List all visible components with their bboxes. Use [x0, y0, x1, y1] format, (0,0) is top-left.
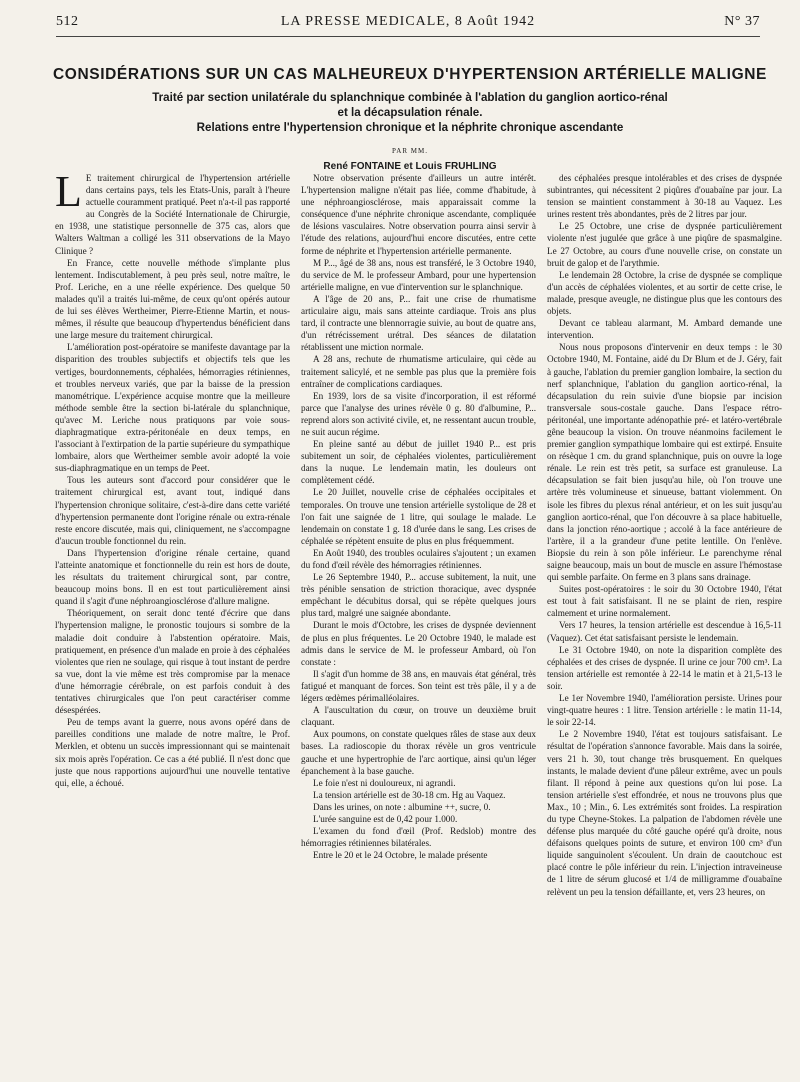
paragraph: Le 26 Septembre 1940, P... accuse subitement, la nuit, une très pénible sensation de striction thoracique, avec dyspnée empêchant le décubitus dorsal, qui se répète quelques jours plus tard, malgré une saignée abondante. — [301, 572, 536, 619]
paragraph: Suites post-opératoires : le soir du 30 Octobre 1940, l'état est tout à fait satisfaisant. Il ne se plaint de rien, respire calmement et urine normalement. — [547, 584, 782, 619]
journal-title: LA PRESSE MEDICALE, 8 Août 1942 — [280, 14, 536, 29]
paragraph: A l'âge de 20 ans, P... fait une crise de rhumatisme articulaire aigu, mais sans atteinte cardiaque. Trois ans plus tard, il contracte une blennorragie suivie, au bout de quatre ans, d'un rétrécissement urétral. Des séances de dilatation rétablissent une miction normale. — [301, 293, 536, 353]
column-2 — [301, 172, 536, 1074]
paragraph: Devant ce tableau alarmant, M. Ambard demande une intervention. — [547, 318, 782, 341]
paragraph: Entre le 20 et le 24 Octobre, le malade présente — [313, 850, 488, 861]
paragraph: M P..., âgé de 38 ans, nous est transféré, le 3 Octobre 1940, du service de M. le professeur Ambard, pour une hypertension artérielle maligne, en vue d'intervention sur le splanchnique. — [301, 257, 536, 292]
paragraph-text: E traitement chirurgical de l'hypertension artérielle dans certains pays, tels les Etats-Unis, paraît à l'heure actuelle couramment pratiqué. Peet n'a-t-il pas rapporté au Congrès de la Société Internationale de Chirurgie, en 1938, une statistique personnelle de 375 cas, alors que Walters Waltman a colligé les 311 observations de la Mayo Clinique ? — [55, 173, 290, 256]
running-head — [56, 14, 760, 32]
paragraph: Le 2 Novembre 1940, l'état est toujours satisfaisant. Le résultat de l'opération s'annonce favorable. Mais dans la soirée, vers 21 h. 30, tout change très brusquement. En quelques instants, le malade devient d'une pâleur extrême, avec un pouls filant. Il répond à peine aux questions qu'on lui pose. La tension artérielle s'est effondrée, et nous ne trouvons plus que Max., 10 ; Min., 6. Les extrémités sont froides. La respiration du type Cheyne-Stokes. La palpation de l'abdomen révèle une défense plus marquée du côté gauche opéré qu'à droite, nous défaisons quelques points de suture, et environ 100 cm³ d'un liquide sanguinolent s'écoulent. Un drain de caoutchouc est placé contre le pôle inférieur du rein. L'injection intraveineuse de 1 litre de sérum glucosé et 1/4 de milligramme d'ouabaïne relèvent un peu la tension défaillante, et, vers 23 heures, on — [547, 729, 782, 897]
issue-number: N° 37 — [724, 14, 760, 29]
text-columns — [55, 172, 782, 1074]
paragraph: Il s'agit d'un homme de 38 ans, en mauvais état général, très fatigué et manquant de forces. Son teint est très pâle, il y a de légers œdèmes périmalléolaires. — [301, 668, 536, 704]
paragraph: Le 31 Octobre 1940, on note la disparition complète des céphalées et des crises de dyspnée. Il urine ce jour 700 cm³. La tension artérielle est remontée à 22-14 le matin et à 21,5-13 le soir. — [547, 644, 782, 691]
subtitle-line: et la décapsulation rénale. — [337, 106, 483, 119]
paragraph: des céphalées presque intolérables et des crises de dyspnée subintrantes, qui nécessitent 2 piqûres d'ouabaïne par jour. La tension se maintient constamment à 30-18 au Vaquez. Les urines restent très abondantes, près de 2 litres par jour. — [547, 173, 782, 220]
paragraph: Vers 17 heures, la tension artérielle est descendue à 16,5-11 (Vaquez). Cet état satisfaisant persiste le lendemain. — [547, 620, 782, 643]
page-number: 512 — [56, 14, 79, 29]
subtitle-line: Relations entre l'hypertension chronique et la néphrite chronique ascendante — [196, 121, 624, 134]
paragraph: En pleine santé au début de juillet 1940 P... est pris subitement un soir, de céphalées violentes, particulièrement dans la nuque. Le lendemain matin, les douleurs ont complètement cédé. — [301, 439, 536, 486]
byline-prefix: PAR MM. — [392, 147, 428, 155]
paragraph: L'urée sanguine est de 0,42 pour 1.000. — [313, 813, 458, 824]
article-authors: René FONTAINE et Louis FRUHLING — [323, 161, 497, 172]
paragraph: Théoriquement, on serait donc tenté d'écrire que dans l'hypertension maligne, le pronostic toujours si sombre de la maladie doit conduire à l'abstention opératoire. Mais, pratiquement, en présence d'un malade en proie à des céphalées violentes que rien ne soulage, qui risque à tout instant de perdre sa vue, dont la vie même est très compromise par la menace d'une hémorragie cérébrale, on est parfois conduit à des tentatives chirurgicales que l'on peut caractériser comme désespérées. — [55, 608, 290, 716]
drop-cap: L — [55, 172, 82, 216]
paragraph: En 1939, lors de sa visite d'incorporation, il est réformé parce que l'analyse des urines révèle 0 g. 80 d'albumine, P... reprend alors son activité civile, et, ne ressentant aucun trouble, ne suit aucun régime. — [301, 390, 536, 437]
paragraph: Le lendemain 28 Octobre, la crise de dyspnée se complique d'un accès de céphalées violentes, et au sortir de cette crise, le malade, presque aveugle, ne distingue plus que les contours des objets. — [547, 269, 782, 317]
paragraph: En Août 1940, des troubles oculaires s'ajoutent ; un examen du fond d'œil révèle des hémorragies rétiniennes. — [301, 547, 536, 570]
paragraph: A l'auscultation du cœur, on trouve un deuxième bruit claquant. — [301, 705, 536, 728]
column-1 — [55, 172, 290, 1074]
paragraph: Le 1er Novembre 1940, l'amélioration persiste. Urines pour vingt-quatre heures : 1 litre. Tension artérielle : le matin 11-14, le soir 22-14. — [547, 693, 782, 728]
article-heading — [40, 66, 780, 172]
subtitle-line: Traité par section unilatérale du splanchnique combinée à l'ablation du ganglion aortico-rénal — [152, 91, 668, 104]
paragraph: L'amélioration post-opératoire se manifeste davantage par la disparition des troubles subjectifs et objectifs tels que les vertiges, bourdonnements, céphalées, hémorragies rétiniennes, et troubles nerveux variés, que par la baisse de la pression manométrique. L'expérience acquise montre que la meilleure méthode semble être la section bi-latérale du splanchnique, qu'avec M. Leriche nous pratiquons par voie sous-diaphragmatique extra-péritonéale en deux temps, en l'associant à l'extirpation de la partie supérieure du sympathique lombaire, alors que Wertheimer semble avoir adopté la voie sus-diaphragmatique en un temps de Peet. — [55, 342, 290, 474]
paragraph: Dans les urines, on note : albumine ++, sucre, 0. — [313, 801, 491, 812]
header-rule — [56, 36, 760, 37]
paragraph: Tous les auteurs sont d'accord pour considérer que le traitement chirurgical est, avant tout, indiqué dans l'hypertension chronique solitaire, c'est-à-dire dans cette variété d'hypertension permanente dont l'origine rénale ou extra-rénale reste encore discutée, mais qui, cliniquement, ne s'accompagne d'aucun trouble fonctionnel du rein. — [55, 475, 290, 546]
paragraph: Le 20 Juillet, nouvelle crise de céphalées occipitales et temporales. On trouve une tension artérielle systolique de 28 et l'on fait une saignée de 1 litre, qui soulage le malade. Le lendemain on constate 1 g. 18 d'urée dans le sang. Les crises de céphalée se répètent ensuite de plus en plus fréquemment. — [301, 487, 536, 546]
paragraph: Aux poumons, on constate quelques râles de stase aux deux bases. La radioscopie du thorax révèle un gros ventricule gauche et une hypertrophie de l'arc aortique, ainsi qu'un léger épanchement à la base gauche. — [301, 729, 536, 776]
paragraph: Dans l'hypertension d'origine rénale certaine, quand l'atteinte anatomique et fonctionnelle du rein est hors de doute, les résultats du traitement chirurgical sont, par contre, beaucoup moins bons. Il en est tout particulièrement ainsi quand il s'agit d'une néphroangiosclérose d'allure maligne. — [55, 547, 290, 607]
paragraph: A 28 ans, rechute de rhumatisme articulaire, qui cède au traitement salicylé, et ne semble pas plus que la première fois entraîner de complications cardiaques. — [301, 354, 536, 389]
paragraph: En France, cette nouvelle méthode s'implante plus lentement. Indiscutablement, à peu près seul, notre maître, le Prof. Leriche, en a une réelle expérience. Des quelque 50 malades qu'il a traités lui-même, de ceux qu'ont opérés autour de lui ses élèves Wertheimer, Pierre-Etienne Martin, et nous-mêmes, il résulte que beaucoup d'hypertendus bénéficient dans une large mesure du traitement chirurgical. — [55, 257, 290, 341]
paragraph: La tension artérielle est de 30-18 cm. Hg au Vaquez. — [313, 789, 506, 800]
paragraph: Nous nous proposons d'intervenir en deux temps : le 30 Octobre 1940, M. Fontaine, aidé du Dr Blum et de J. Géry, fait à gauche, l'ablation du premier ganglion lombaire, la section du nerf splanchnique, l'ablation du ganglion aortico-rénal, la décapsulation du rein suivie d'une biopsie par incision transversale sous-costale gauche. Dans l'espace rétro-péritonéal, une importante adénopathie pré- et latéro-vertébrale gêne beaucoup la vision. On trouve néanmoins facilement le premier ganglion sympathique lombaire qui est extirpé. Ensuite on résèque 1 cm. du grand splanchnique, puis on ouvre la loge rénale. Le rein est très petit, sa surface est granuleuse. La décapsulation se fait bien jusqu'au hile, où l'on trouve une artère très volumineuse et sinueuse, battant violemment. On isole les fibres du plexus rénal antérieur, et on les suit jusqu'au ganglion aortico-rénal, que l'on découvre à sa place habituelle, dans la jonction réno-aortique ; accolé à la face antérieure de l'artère, il a la grandeur d'une petite lentille. On l'enlève. Biopsie du rein à son pôle inférieur. Le parenchyme rénal saigne beaucoup, mais un bout de muscle en assure l'hémostase qui semble parfaite. On ferme en 3 plans sans drainage. — [547, 342, 782, 583]
paragraph: Peu de temps avant la guerre, nous avons opéré dans de pareilles conditions une malade de notre maître, le Prof. Merklen, et obtenu un succès impressionnant qui se maintenait six mois après l'opération. Ce cas a été publié. Il n'est donc que juste que nous rapportions aujourd'hui une nouvelle tentative qui, elle, a échoué. — [55, 717, 290, 788]
paragraph: Le foie n'est ni douloureux, ni agrandi. — [313, 777, 456, 788]
paragraph — [55, 172, 290, 257]
paragraph: Le 25 Octobre, une crise de dyspnée particulièrement violente n'est jugulée que grâce à une piqûre de spasmalgine. Le 27 Octobre, au cours d'une nouvelle crise, on constate un bruit de galop et de l'arythmie. — [547, 221, 782, 268]
paragraph: Durant le mois d'Octobre, les crises de dyspnée deviennent de plus en plus fréquentes. Le 20 Octobre 1940, le malade est admis dans le service de M. le professeur Ambard, où l'on constate : — [301, 620, 536, 667]
article-title: CONSIDÉRATIONS SUR UN CAS MALHEUREUX D'HYPERTENSION ARTÉRIELLE MALIGNE — [53, 66, 767, 83]
column-3 — [547, 172, 782, 1074]
paragraph: L'examen du fond d'œil (Prof. Redslob) montre des hémorragies rétiniennes bilatérales. — [301, 826, 536, 849]
paragraph: Notre observation présente d'ailleurs un autre intérêt. L'hypertension maligne n'était pas liée, comme d'habitude, à une néphroangiosclérose, mais apparaissait comme la conséquence d'une néphrite chronique ascendante, compliquée de lésions vasculaires. Notre observation pourra ainsi servir à l'étude des relations, aujourd'hui encore discutées, entre cette forme de néphrite et l'hypertension artérielle permanente. — [301, 173, 536, 256]
